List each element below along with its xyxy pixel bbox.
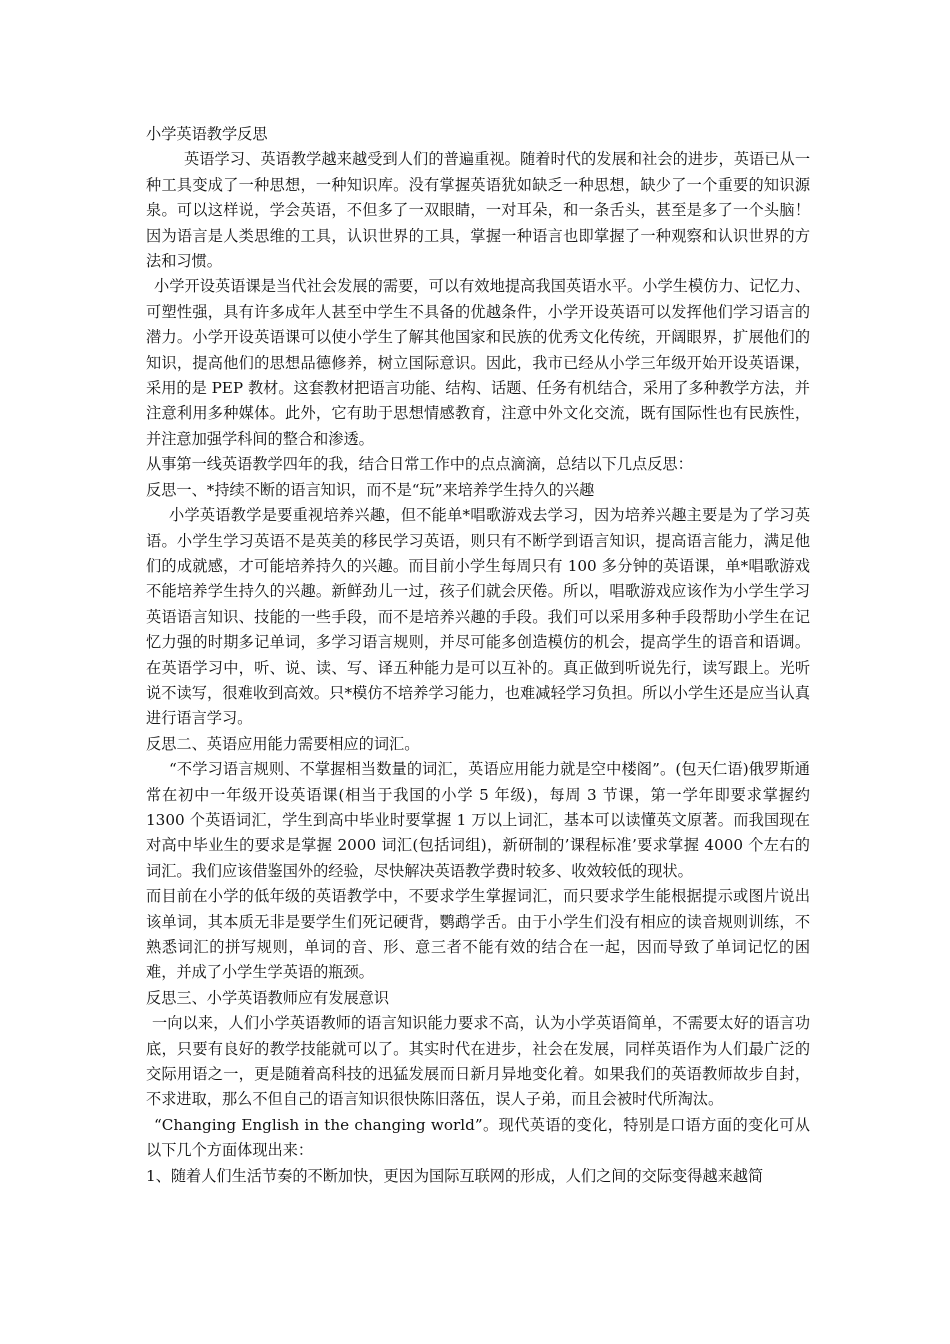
section-heading-reflection-one: 反思一、*持续不断的语言知识，而不是“玩”来培养学生持久的兴趣 [146, 480, 595, 499]
paragraph-reflection-two-body: 而目前在小学的低年级的英语教学中，不要求学生掌握词汇，而只要求学生能根据提示或图片说出该单词，其本质无非是要学生们死记硬背，鹦鹉学舌。由于小学生们没有相应的读音规则训练，不熟悉词汇的拼写规则，单词的音、形、意三者不能有效的结合在一起，因而导致了单词记忆的困难，并成了小学生学英语的瓶颈。 [146, 887, 810, 982]
paragraph-reflection-two-quote: “不学习语言规则、不掌握相当数量的词汇，英语应用能力就是空中楼阁”。(包天仁语)俄罗斯通常在初中一年级开设英语课(相当于我国的小学 5 年级)，每周 3 节课，第一学年即要求掌握约 1300 个英语词汇，学生到高中毕业时要掌握 1 万以上词汇，基本可以读懂英文原著。而我国现在对高中毕业生的要求是掌握 2000 词汇(包括词组)，新研制的’课程标准’要求掌握 4000 个左右的词汇。我们应该借鉴国外的经验，尽快解决英语教学费时较多、收效较低的现状。 [146, 760, 810, 880]
paragraph-intro: 英语学习、英语教学越来越受到人们的普遍重视。随着时代的发展和社会的进步，英语已从一种工具变成了一种思想，一种知识库。没有掌握英语犹如缺乏一种思想，缺少了一个重要的知识源泉。可以这样说，学会英语，不但多了一双眼睛，一对耳朵，和一条舌头，甚至是多了一个头脑！因为语言是人类思维的工具，认识世界的工具，掌握一种语言也即掌握了一种观察和认识世界的方法和习惯。 [146, 150, 810, 271]
page-title: 小学英语教学反思 [146, 125, 268, 143]
section-heading-reflection-two: 反思二、英语应用能力需要相应的词汇。 [146, 734, 420, 753]
paragraph-primary-english: 小学开设英语课是当代社会发展的需要，可以有效地提高我国英语水平。小学生模仿力、记忆力、可塑性强，具有许多成年人甚至中学生不具备的优越条件，小学开设英语可以发挥他们学习语言的潜力。小学开设英语课可以使小学生了解其他国家和民族的优秀文化传统，开阔眼界，扩展他们的知识，提高他们的思想品德修养，树立国际意识。因此，我市已经从小学三年级开始开设英语课，采用的是 PEP 教材。这套教材把语言功能、结构、话题、任务有机结合，采用了多种教学方法，并注意利用多种媒体。此外，它有助于思想情感教育，注意中外文化交流，既有国际性也有民族性，并注意加强学科间的整合和渗透。 [146, 277, 810, 448]
paragraph-reflection-three-body: 一向以来，人们小学英语教师的语言知识能力要求不高，认为小学英语简单，不需要太好的语言功底，只要有良好的教学技能就可以了。其实时代在进步，社会在发展，同样英语作为人们最广泛的交际用语之一，更是随着高科技的迅猛发展而日新月异地变化着。如果我们的英语教师故步自封，不求进取，那么不但自己的语言知识很快陈旧落伍，误人子弟，而且会被时代所淘汰。 [146, 1014, 810, 1109]
paragraph-reflection-one-body: 小学英语教学是要重视培养兴趣，但不能单*唱歌游戏去学习，因为培养兴趣主要是为了学习英语。小学生学习英语不是英美的移民学习英语，则只有不断学到语言知识，提高语言能力，满足他们的成就感，才可能培养持久的兴趣。而目前小学生每周只有 100 多分钟的英语课，单*唱歌游戏不能培养学生持久的兴趣。新鲜劲儿一过，孩子们就会厌倦。所以，唱歌游戏应该作为小学生学习英语语言知识、技能的一些手段，而不是培养兴趣的手段。我们可以采用多种手段帮助小学生在记忆力强的时期多记单词，多学习语言规则，并尽可能多创造模仿的机会，提高学生的语音和语调。在英语学习中，听、说、读、写、译五种能力是可以互补的。真正做到听说先行，读写跟上。光听说不读写，很难收到高效。只*模仿不培养学习能力，也难减轻学习负担。所以小学生还是应当认真进行语言学习。 [146, 506, 810, 728]
section-heading-reflection-three: 反思三、小学英语教师应有发展意识 [146, 988, 389, 1007]
list-item-one: 1、随着人们生活节奏的不断加快，更因为国际互联网的形成，人们之间的交际变得越来越简 [146, 1166, 764, 1185]
paragraph-summary-lead: 从事第一线英语教学四年的我，结合日常工作中的点点滴滴，总结以下几点反思： [146, 455, 693, 474]
document-body [146, 122, 810, 1189]
paragraph-changing-english: “Changing English in the changing world”。现代英语的变化，特别是口语方面的变化可从以下几个方面体现出来： [146, 1115, 810, 1160]
